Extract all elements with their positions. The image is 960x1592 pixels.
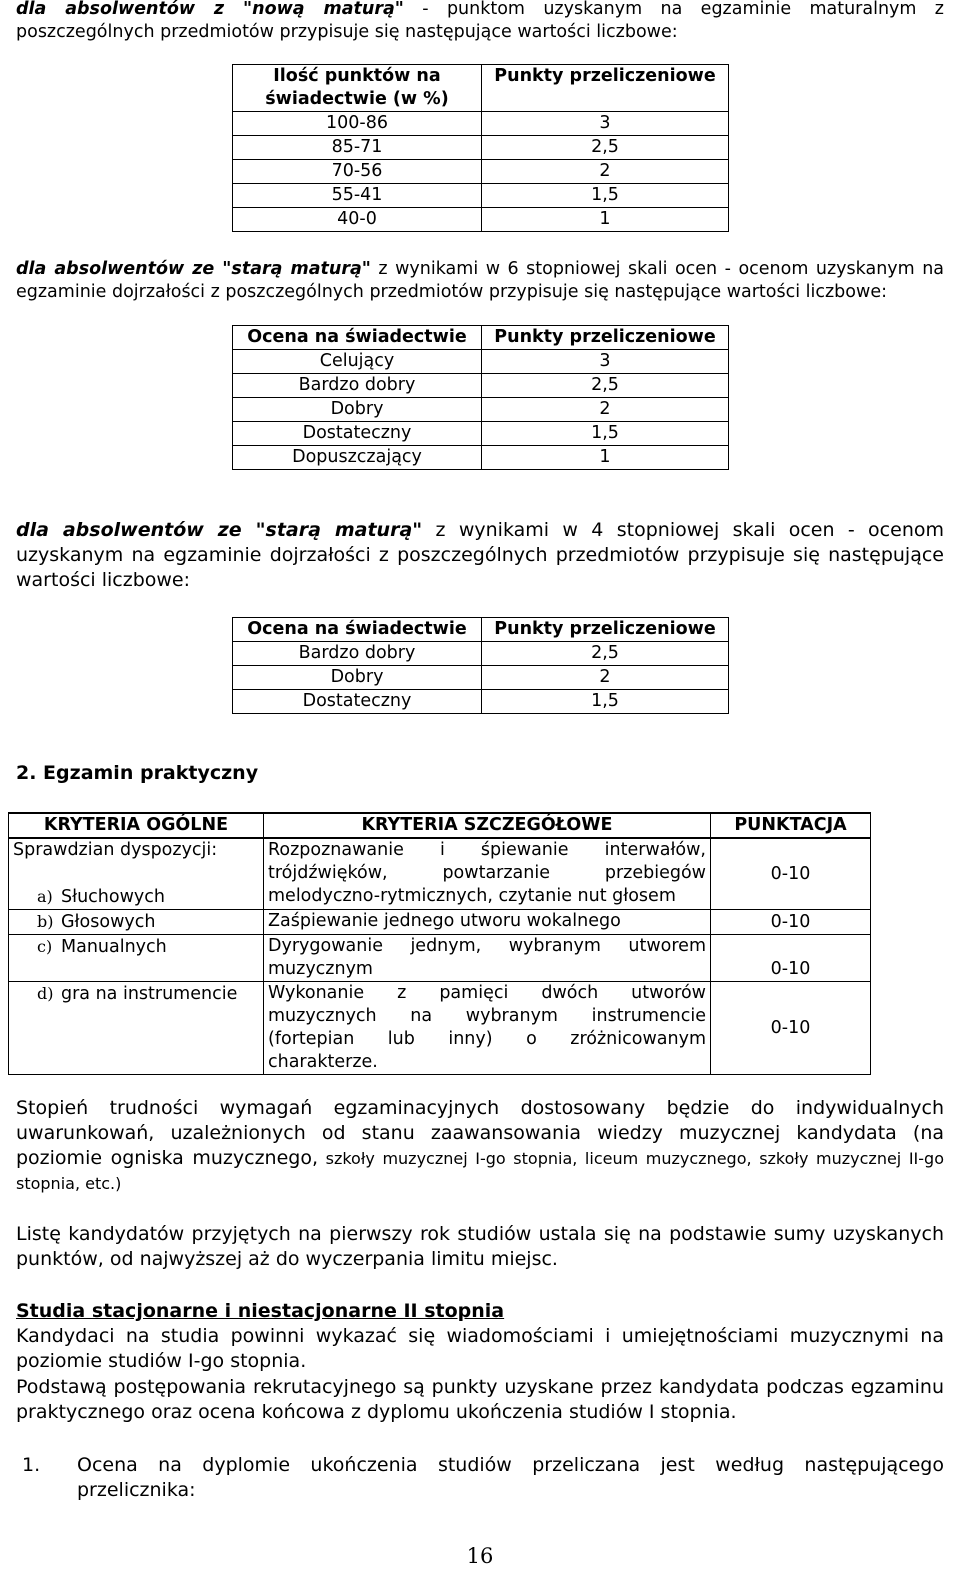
list-item xyxy=(16,1453,944,1503)
table-new-cell: 3 xyxy=(482,112,729,136)
criteria-detail: Rozpoznawanie i śpiewanie interwałów, trójdźwięków, powtarzanie przebiegów melodyczno-rytmicznych, czytanie nut głosem xyxy=(264,838,711,910)
table-old6-cell: Dobry xyxy=(233,398,482,422)
intro-new-text: - punktom uzyskanym na egzaminie maturalnym z poszczególnych przedmiotów przypisuje się następujące wartości liczbowe: xyxy=(16,0,944,42)
table-old4-cell: 2 xyxy=(482,666,729,690)
criteria-general-cell xyxy=(9,838,264,910)
criteria-detail: Zaśpiewanie jednego utworu wokalnego xyxy=(264,910,711,935)
table-row xyxy=(9,910,871,935)
table-old4-cell: Dobry xyxy=(233,666,482,690)
intro-new-lead: dla absolwentów z "nową maturą" xyxy=(16,0,404,19)
table-new-cell: 70-56 xyxy=(233,160,482,184)
criteria-general: Słuchowych xyxy=(61,887,165,907)
intro-old6-matura xyxy=(16,258,944,304)
table-new-header-percent: Ilość punktów na świadectwie (w %) xyxy=(233,65,482,112)
table-old6-header-grade: Ocena na świadectwie xyxy=(233,326,482,350)
difficulty-paragraph xyxy=(16,1096,944,1196)
table-new-matura xyxy=(232,64,729,232)
difficulty-small: szkoły muzycznej I-go stopnia, liceum muzycznego, szkoły muzycznej II-go stopnia, etc.) xyxy=(16,1149,944,1193)
criteria-letter: b) xyxy=(37,912,54,931)
criteria-detail: Wykonanie z pamięci dwóch utworów muzycznych na wybranym instrumencie (fortepian lub inny) o zróżnicowanym charakterze. xyxy=(264,982,711,1075)
table-old6-cell: 3 xyxy=(482,350,729,374)
criteria-points: 0-10 xyxy=(711,910,871,935)
intro-old4-text: z wynikami w 4 stopniowej skali ocen - ocenom uzyskanym na egzaminie dojrzałości z poszczególnych przedmiotów przypisuje się następujące wartości liczbowe: xyxy=(16,519,944,591)
table-old4-cell: Bardzo dobry xyxy=(233,642,482,666)
studia-paragraph-2: Podstawą postępowania rekrutacyjnego są punkty uzyskane przez kandydata podczas egzaminu praktycznego oraz ocena końcowa z dyplomu ukończenia studiów I stopnia. xyxy=(16,1376,944,1423)
criteria-detail: Dyrygowanie jednym, wybranym utworem muzycznym xyxy=(264,935,711,982)
criteria-general: Manualnych xyxy=(61,937,167,957)
criteria-header-detail: KRYTERIA SZCZEGÓŁOWE xyxy=(264,813,711,838)
criteria-general: Głosowych xyxy=(61,912,156,932)
table-old4-matura xyxy=(232,617,729,714)
table-row xyxy=(9,935,871,982)
table-old6-cell: Celujący xyxy=(233,350,482,374)
table-old6-header-points: Punkty przeliczeniowe xyxy=(482,326,729,350)
table-old6-cell: Dostateczny xyxy=(233,422,482,446)
section-practical-exam-title: 2. Egzamin praktyczny xyxy=(16,762,259,784)
table-old6-cell: 1,5 xyxy=(482,422,729,446)
difficulty-main: Stopień trudności wymagań egzaminacyjnych dostosowany będzie do indywidualnych uwarunkowań, uzależnionych od stanu zaawansowania wiedzy muzycznej kandydata (na poziomie ogniska muzycznego, xyxy=(16,1097,944,1169)
table-old6-cell: Dopuszczający xyxy=(233,446,482,470)
table-old6-cell: Bardzo dobry xyxy=(233,374,482,398)
criteria-general-cell xyxy=(9,935,264,982)
table-new-header-points: Punkty przeliczeniowe xyxy=(482,65,729,112)
list-item-number: 1. xyxy=(22,1454,41,1476)
ranking-paragraph: Listę kandydatów przyjętych na pierwszy rok studiów ustala się na podstawie sumy uzyskanych punktów, od najwyższej aż do wyczerpania limitu miejsc. xyxy=(16,1223,944,1270)
criteria-table xyxy=(8,812,871,1075)
table-row xyxy=(9,982,871,1075)
table-old6-cell: 2,5 xyxy=(482,374,729,398)
studia-title: Studia stacjonarne i niestacjonarne II stopnia xyxy=(16,1300,505,1322)
criteria-header-points: PUNKTACJA xyxy=(711,813,871,838)
table-new-cell: 1,5 xyxy=(482,184,729,208)
criteria-points: 0-10 xyxy=(711,838,871,910)
criteria-general: gra na instrumencie xyxy=(61,984,238,1004)
criteria-intro: Sprawdzian dyspozycji: xyxy=(13,840,218,860)
intro-old6-text: z wynikami w 6 stopniowej skali ocen - ocenom uzyskanym na egzaminie dojrzałości z poszczególnych przedmiotów przypisuje się następujące wartości liczbowe: xyxy=(16,259,945,302)
table-old6-cell: 2 xyxy=(482,398,729,422)
criteria-general-cell xyxy=(9,982,264,1075)
table-new-cell: 2,5 xyxy=(482,136,729,160)
table-old6-matura xyxy=(232,325,729,470)
intro-old4-matura xyxy=(16,518,944,593)
intro-new-matura xyxy=(16,0,944,44)
table-new-cell: 85-71 xyxy=(233,136,482,160)
table-new-cell: 40-0 xyxy=(233,208,482,232)
table-old4-header-points: Punkty przeliczeniowe xyxy=(482,618,729,642)
table-new-cell: 1 xyxy=(482,208,729,232)
criteria-letter: d) xyxy=(37,984,54,1003)
criteria-points: 0-10 xyxy=(711,935,871,982)
criteria-letter: c) xyxy=(37,937,53,956)
table-new-cell: 2 xyxy=(482,160,729,184)
table-new-cell: 55-41 xyxy=(233,184,482,208)
table-old6-cell: 1 xyxy=(482,446,729,470)
list-item-text: Ocena na dyplomie ukończenia studiów przeliczana jest według następującego przelicznika: xyxy=(77,1454,944,1501)
criteria-general-cell xyxy=(9,910,264,935)
criteria-header-general: KRYTERIA OGÓLNE xyxy=(9,813,264,838)
criteria-points: 0-10 xyxy=(711,982,871,1075)
table-old4-cell: 1,5 xyxy=(482,690,729,714)
criteria-letter: a) xyxy=(37,887,53,906)
table-new-cell: 100-86 xyxy=(233,112,482,136)
table-old4-cell: Dostateczny xyxy=(233,690,482,714)
table-old4-header-grade: Ocena na świadectwie xyxy=(233,618,482,642)
intro-old4-lead: dla absolwentów ze "starą maturą" xyxy=(16,519,423,541)
studia-paragraph-1: Kandydaci na studia powinni wykazać się wiadomościami i umiejętnościami muzycznymi na poziomie studiów I-go stopnia. xyxy=(16,1325,944,1372)
table-old4-cell: 2,5 xyxy=(482,642,729,666)
table-row xyxy=(9,838,871,910)
intro-old6-lead: dla absolwentów ze "starą maturą" xyxy=(16,259,371,279)
page-number: 16 xyxy=(466,1544,494,1568)
